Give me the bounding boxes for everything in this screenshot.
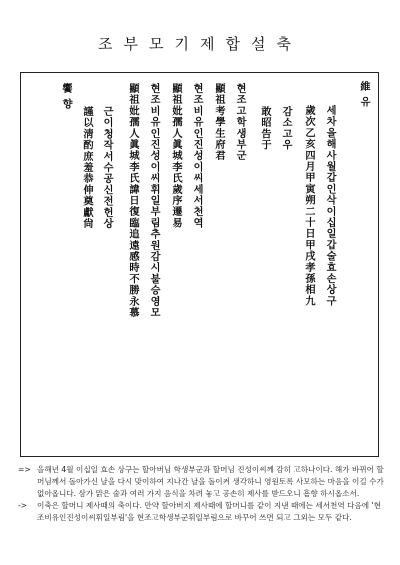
note-text: 이축은 할머니 제사때의 축이다. 만약 할아버지 제사때에 할머니를 같이 지낸 때에는 세서천역 다음에 '현조비유인진성이씨휘일부림'을 현조고학생부군휘일부림으로 바꾸어 쓰면 되고 그외는 모두 같다.	[37, 501, 381, 522]
page-title: 조부모기제합설축	[98, 35, 302, 53]
column-hangul-grandmother: 현조비유인진성이씨세서천역	[191, 83, 203, 229]
translation-notes	[18, 464, 384, 524]
column-hangul-memorial: 현조비유인진성이씨휘일부림추원감시불승영모	[148, 83, 160, 319]
column-hyang: 饗 향	[60, 83, 72, 110]
note-text: 을해년 4월 이십일 효손 상구는 할아버님 학생부군과 할머님 진성이씨께 감히 고하나이다. 해가 바뀌어 할머님께서 돌아가신 날을 다시 맞이하여 지나간 날을 돌이켜 생각하니 영원토록 사모하는 마음을 이길 수가 없아옵니다. 삼가 맑은 술과 여러 가지 음식을 차려 놓고 공손히 제사를 받드오니 흠향 하시옵소서.	[37, 465, 384, 498]
note-variant	[18, 500, 384, 524]
note-marker: =>	[18, 465, 31, 474]
column-hanja-grandfather: 顯祖考學生府君	[213, 83, 225, 162]
column-hangul-offering: 근이청작서수공신전헌상	[101, 106, 113, 230]
prayer-text-frame	[20, 72, 379, 457]
column-hanja-date: 歲次乙亥四月甲寅朔二十日甲戌孝孫相九	[303, 105, 315, 307]
note-translation	[18, 464, 384, 500]
column-hanja-gamso: 敢昭告于	[259, 106, 271, 151]
column-hanja-memorial: 顯祖妣孺人眞城李氏諱日復臨追遠感時不勝永慕	[127, 83, 139, 319]
column-hanja-offering: 謹以淸酌庶羞恭伸奠獻尙	[81, 106, 93, 230]
column-hangul-gamso: 감소고우	[280, 106, 292, 151]
column-hangul-date: 세차을해사월갑인삭이십일갑술효손상구	[324, 105, 336, 307]
column-hanja-grandmother: 顯祖妣孺人眞城李氏歲序遷易	[170, 83, 182, 229]
note-marker: ->	[18, 501, 28, 510]
column-yu: 維 유	[358, 81, 370, 108]
column-hangul-grandfather: 현조고학생부군	[234, 83, 246, 162]
